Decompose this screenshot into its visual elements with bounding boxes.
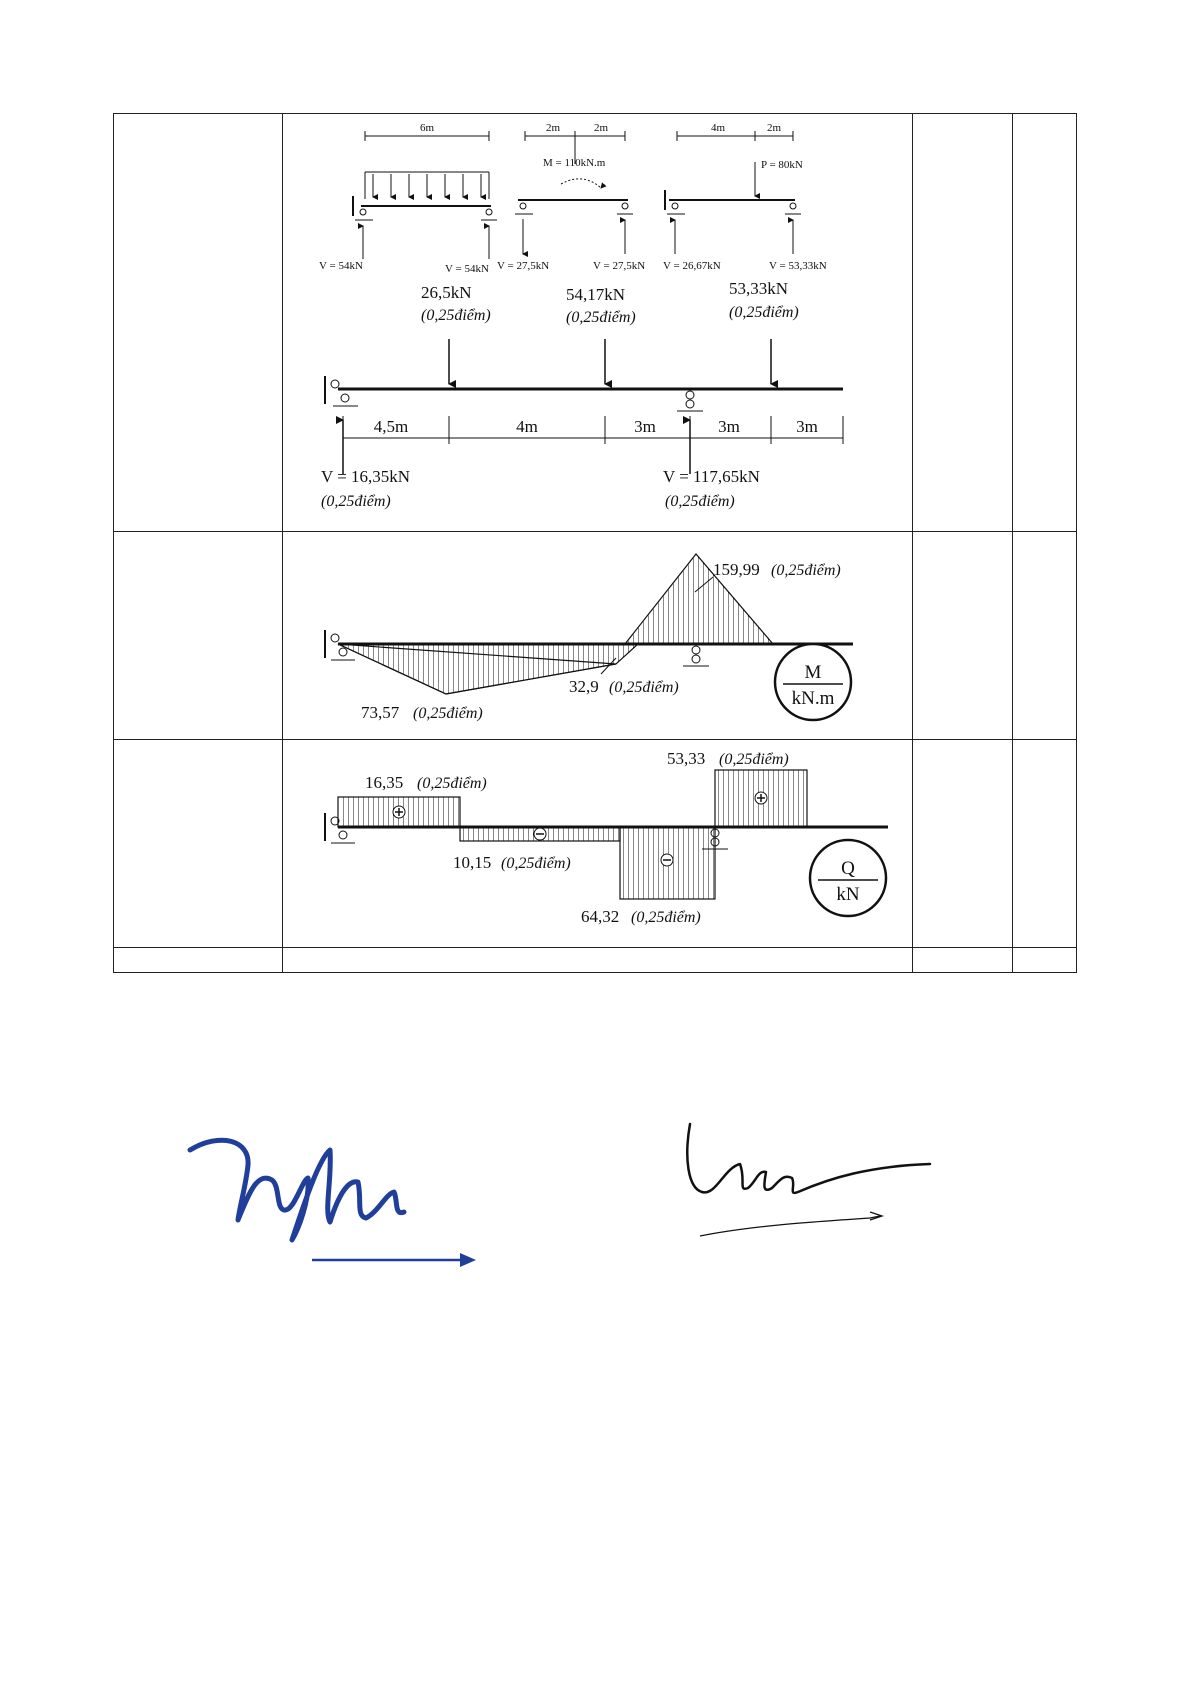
table-row xyxy=(114,114,1077,532)
sub3-load-label: P = 80kN xyxy=(761,159,803,171)
sub2-left-reaction: V = 27,5kN xyxy=(497,260,550,272)
right-reaction-score: (0,25điểm) xyxy=(665,493,735,510)
beam-figure xyxy=(283,114,911,530)
sub-beam-2 xyxy=(497,122,645,272)
shear-diagram xyxy=(283,740,911,946)
shear-legend-bottom: kN xyxy=(836,884,860,905)
shear-v3-score: (0,25điểm) xyxy=(631,909,701,926)
moment-legend-top: M xyxy=(804,662,822,683)
signature-left xyxy=(180,1120,500,1270)
table-row xyxy=(114,948,1077,973)
table-cell xyxy=(283,948,913,973)
sub3-left-reaction: V = 26,67kN xyxy=(663,260,721,272)
load2-score: (0,25điểm) xyxy=(566,309,636,326)
dim-3: 3m xyxy=(634,417,656,436)
dim-2: 4m xyxy=(516,417,538,436)
load3-value: 53,33kN xyxy=(729,279,789,298)
table-row xyxy=(114,740,1077,948)
sub3-span-right: 2m xyxy=(766,122,782,134)
minus-sign-icon xyxy=(661,854,673,866)
sub1-left-reaction: V = 54kN xyxy=(319,260,363,272)
shear-v4-value: 53,33 xyxy=(667,749,706,768)
sub1-right-reaction: V = 54kN xyxy=(445,263,489,275)
sub-beam-1 xyxy=(319,122,497,275)
table-cell xyxy=(913,948,1013,973)
moment-mid-value: 32,9 xyxy=(569,677,599,696)
sub3-span-left: 4m xyxy=(710,122,726,134)
table-cell xyxy=(913,740,1013,948)
table-cell xyxy=(913,532,1013,740)
table-cell xyxy=(114,740,283,948)
moment-max-score: (0,25điểm) xyxy=(771,562,841,579)
dim-5: 3m xyxy=(796,417,818,436)
sub2-right-reaction: V = 27,5kN xyxy=(593,260,646,272)
table-cell-moment xyxy=(283,532,913,740)
sub3-right-reaction: V = 53,33kN xyxy=(769,260,827,272)
signature-right xyxy=(680,1118,940,1248)
table-cell xyxy=(1013,740,1077,948)
main-beam xyxy=(321,279,843,510)
plus-sign-icon xyxy=(393,806,405,818)
sub1-span-label: 6m xyxy=(419,122,435,134)
dim-4: 3m xyxy=(718,417,740,436)
right-reaction: V = 117,65kN xyxy=(663,467,760,486)
table-cell xyxy=(114,532,283,740)
left-reaction-score: (0,25điểm) xyxy=(321,493,391,510)
minus-sign-icon xyxy=(534,828,546,840)
moment-legend-bottom: kN.m xyxy=(791,688,835,709)
sub2-span-left: 2m xyxy=(545,122,561,134)
moment-min-value: 73,57 xyxy=(361,703,400,722)
dim-1: 4,5m xyxy=(373,417,409,436)
shear-v3-value: 64,32 xyxy=(581,907,620,926)
load2-value: 54,17kN xyxy=(566,285,626,304)
shear-legend-top: Q xyxy=(841,858,855,879)
moment-diagram xyxy=(283,532,911,738)
left-reaction: V = 16,35kN xyxy=(321,467,411,486)
shear-v2-value: 10,15 xyxy=(453,853,492,872)
answer-table xyxy=(113,113,1077,973)
load3-score: (0,25điểm) xyxy=(729,304,799,321)
shear-v1-value: 16,35 xyxy=(365,773,404,792)
plus-sign-icon xyxy=(755,792,767,804)
load1-value: 26,5kN xyxy=(421,283,472,302)
table-cell xyxy=(114,114,283,532)
table-cell-figure xyxy=(283,114,913,532)
moment-mid-score: (0,25điểm) xyxy=(609,679,679,696)
shear-v4-score: (0,25điểm) xyxy=(719,751,789,768)
table-cell xyxy=(1013,114,1077,532)
sub2-span-right: 2m xyxy=(593,122,609,134)
sub-beam-3 xyxy=(663,122,827,272)
sub2-moment-label: M = 110kN.m xyxy=(543,157,606,169)
table-cell xyxy=(1013,948,1077,973)
moment-min-score: (0,25điểm) xyxy=(413,705,483,722)
table-row xyxy=(114,532,1077,740)
table-cell xyxy=(114,948,283,973)
table-cell xyxy=(1013,532,1077,740)
load1-score: (0,25điểm) xyxy=(421,307,491,324)
moment-max-value: 159,99 xyxy=(713,560,760,579)
shear-v2-score: (0,25điểm) xyxy=(501,855,571,872)
shear-v1-score: (0,25điểm) xyxy=(417,775,487,792)
table-cell xyxy=(913,114,1013,532)
table-cell-shear xyxy=(283,740,913,948)
